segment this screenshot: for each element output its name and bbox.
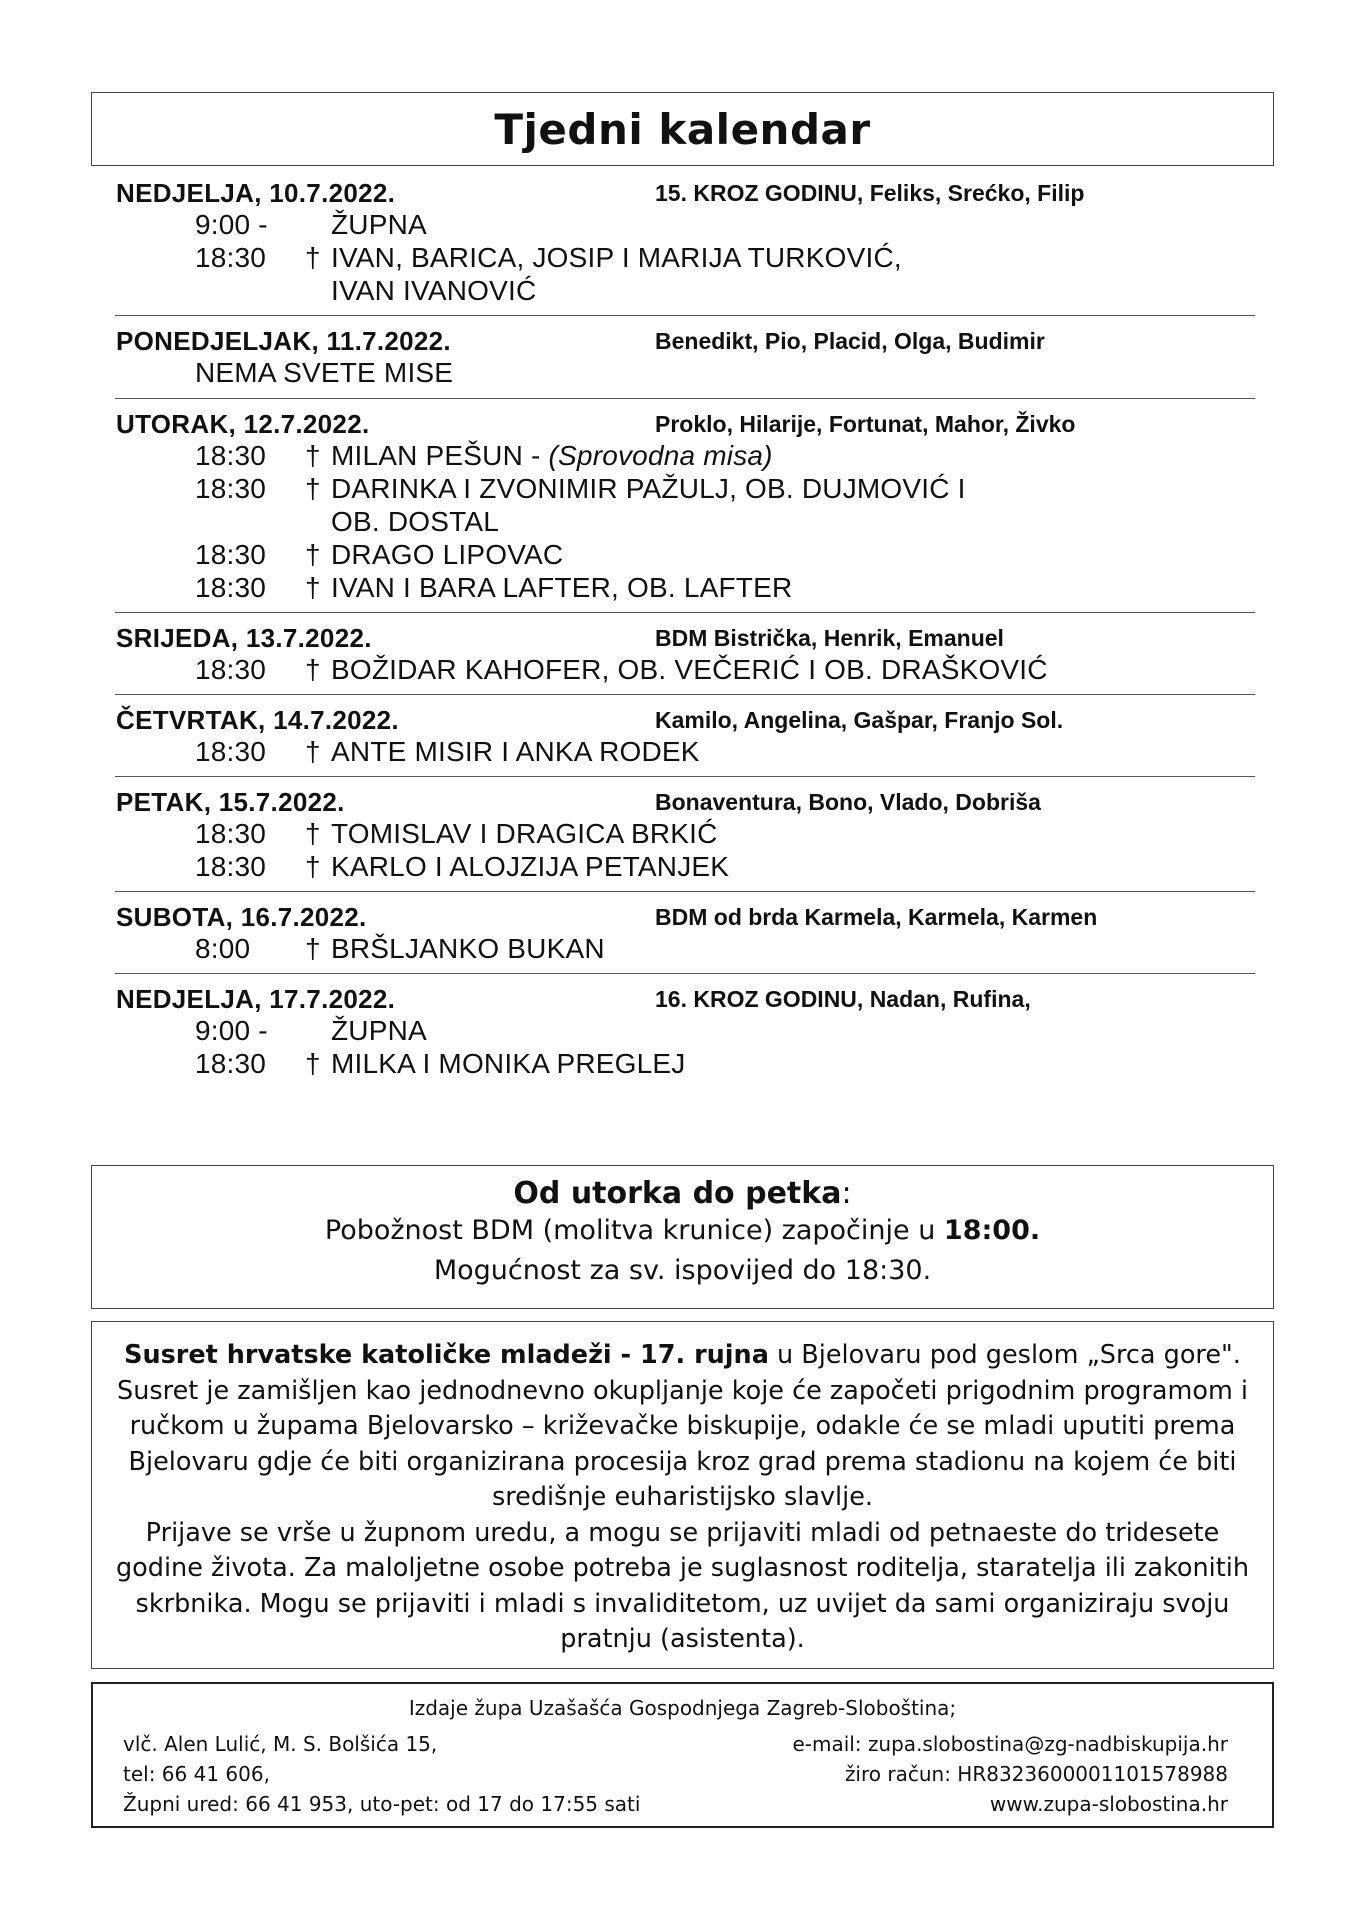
mass-intention: BRŠLJANKO BUKAN <box>331 933 605 964</box>
day-date: NEDJELJA, 17.7.2022. <box>116 984 396 1014</box>
mass-time: 18:30 <box>195 1048 267 1079</box>
mass-time: 18:30 <box>195 242 267 273</box>
mass-entry <box>115 653 1255 686</box>
footer-priest-address: vlč. Alen Lulić, M. S. Bolšića 15, <box>123 1732 438 1756</box>
mass-entry <box>115 735 1255 768</box>
youth-paragraph-1 <box>110 1338 1255 1516</box>
mass-entry <box>115 241 1255 307</box>
mass-entry <box>115 850 1255 883</box>
mass-entry <box>115 439 1255 472</box>
mass-entry <box>115 817 1255 850</box>
day-date: NEDJELJA, 10.7.2022. <box>116 178 396 208</box>
day-saints: BDM Bistrička, Henrik, Emanuel <box>655 625 1004 651</box>
info-rosary-text: Pobožnost BDM (molitva krunice) započinje u <box>324 1215 944 1246</box>
mass-time: 18:30 <box>195 539 267 570</box>
footer-giro-account: žiro račun: HR8323600001101578988 <box>844 1762 1228 1786</box>
mass-entry <box>115 1047 1255 1080</box>
day-saints: Bonaventura, Bono, Vlado, Dobriša <box>655 789 1041 815</box>
cross-icon: † <box>305 933 321 964</box>
mass-time: 8:00 <box>195 933 251 964</box>
info-heading-text: Od utorka do petka <box>513 1176 842 1211</box>
mass-time: 9:00 - <box>195 1015 268 1046</box>
calendar-day <box>115 168 1255 316</box>
mass-intention: DARINKA I ZVONIMIR PAŽULJ, OB. DUJMOVIĆ I <box>331 473 966 504</box>
mass-intention: BOŽIDAR KAHOFER, OB. VEČERIĆ I OB. DRAŠKOVIĆ <box>331 654 1048 685</box>
mass-intention-continued: OB. DOSTAL <box>331 506 499 537</box>
mass-entry <box>115 208 1255 241</box>
day-date: SRIJEDA, 13.7.2022. <box>116 623 372 653</box>
cross-icon: † <box>305 572 321 603</box>
page-title: Tjedni kalendar <box>494 105 871 154</box>
mass-intention: MILKA I MONIKA PREGLEJ <box>331 1048 686 1079</box>
mass-note: (Sprovodna misa) <box>548 440 773 471</box>
info-box <box>91 1165 1274 1309</box>
mass-entry <box>115 932 1255 965</box>
mass-intention: DRAGO LIPOVAC <box>331 539 564 570</box>
day-saints: BDM od brda Karmela, Karmela, Karmen <box>655 904 1098 930</box>
day-header <box>115 322 1255 356</box>
info-line-rosary <box>92 1211 1273 1251</box>
mass-time: 18:30 <box>195 473 267 504</box>
mass-time: 18:30 <box>195 736 267 767</box>
weekly-calendar <box>115 168 1255 1088</box>
title-box <box>91 92 1274 166</box>
mass-intention-continued: IVAN IVANOVIĆ <box>331 275 537 306</box>
calendar-day <box>115 613 1255 695</box>
cross-icon: † <box>305 539 321 570</box>
day-saints: Proklo, Hilarije, Fortunat, Mahor, Živko <box>655 411 1076 437</box>
day-header <box>115 619 1255 653</box>
calendar-day <box>115 695 1255 777</box>
day-saints: 16. KROZ GODINU, Nadan, Rufina, <box>655 986 1031 1012</box>
mass-time: 18:30 <box>195 654 267 685</box>
day-header <box>115 898 1255 932</box>
youth-meeting-box <box>91 1321 1274 1669</box>
cross-icon: † <box>305 473 321 504</box>
day-date: ČETVRTAK, 14.7.2022. <box>116 705 399 735</box>
footer-email: e-mail: zupa.slobostina@zg-nadbiskupija.hr <box>792 1732 1228 1756</box>
mass-intention: ANTE MISIR I ANKA RODEK <box>331 736 700 767</box>
day-saints: Kamilo, Angelina, Gašpar, Franjo Sol. <box>655 707 1064 733</box>
mass-entry <box>115 538 1255 571</box>
mass-time: 9:00 - <box>195 209 268 240</box>
info-line-confession: Mogućnost za sv. ispovijed do 18:30. <box>433 1255 932 1286</box>
calendar-day <box>115 399 1255 613</box>
cross-icon: † <box>305 818 321 849</box>
mass-intention: IVAN, BARICA, JOSIP I MARIJA TURKOVIĆ, <box>331 242 902 273</box>
cross-icon: † <box>305 736 321 767</box>
footer-website: www.zupa-slobostina.hr <box>989 1792 1228 1816</box>
day-date: PETAK, 15.7.2022. <box>116 787 345 817</box>
calendar-day <box>115 777 1255 892</box>
footer-office-hours: Župni ured: 66 41 953, uto-pet: od 17 do 17:55 sati <box>123 1792 641 1816</box>
mass-intention: TOMISLAV I DRAGICA BRKIĆ <box>331 818 718 849</box>
info-rosary-time: 18:00. <box>943 1215 1041 1246</box>
mass-intention: ŽUPNA <box>331 209 427 240</box>
footer-box <box>91 1682 1274 1828</box>
youth-date: 17. rujna <box>640 1340 769 1370</box>
day-date: PONEDJELJAK, 11.7.2022. <box>116 326 451 356</box>
footer-phone: tel: 66 41 606, <box>123 1762 270 1786</box>
mass-time: 18:30 <box>195 440 267 471</box>
youth-description: u Bjelovaru pod geslom „Srca gore". Susret je zamišljen kao jednodnevno okupljanje koje će započeti prigodnim programom i ručkom u župama Bjelovarsko – križevačke biskupije, odakle će se mladi uputiti prema Bjelovaru gdje će biti organizirana procesija kroz grad prema stadionu na kojem će biti središnje euharistijsko slavlje. <box>117 1340 1248 1512</box>
mass-intention: KARLO I ALOJZIJA PETANJEK <box>331 851 730 882</box>
cross-icon: † <box>305 654 321 685</box>
mass-intention: ŽUPNA <box>331 1015 427 1046</box>
day-header <box>115 174 1255 208</box>
day-saints: Benedikt, Pio, Placid, Olga, Budimir <box>655 328 1045 354</box>
day-header <box>115 405 1255 439</box>
cross-icon: † <box>305 851 321 882</box>
mass-intention: IVAN I BARA LAFTER, OB. LAFTER <box>331 572 793 603</box>
mass-intention: MILAN PEŠUN - <box>331 440 549 471</box>
day-saints: 15. KROZ GODINU, Feliks, Srećko, Filip <box>655 180 1085 206</box>
info-heading-colon: : <box>841 1176 852 1211</box>
day-header <box>115 783 1255 817</box>
mass-time: 18:30 <box>195 851 267 882</box>
youth-separator: - <box>611 1340 641 1370</box>
mass-entry <box>115 472 1255 538</box>
calendar-day <box>115 974 1255 1088</box>
mass-time: 18:30 <box>195 572 267 603</box>
info-heading <box>92 1176 1273 1211</box>
calendar-day <box>115 316 1255 399</box>
day-date: UTORAK, 12.7.2022. <box>116 409 370 439</box>
youth-title: Susret hrvatske katoličke mladeži <box>124 1340 612 1370</box>
cross-icon: † <box>305 440 321 471</box>
youth-paragraph-2: Prijave se vrše u župnom uredu, a mogu se prijaviti mladi od petnaeste do tridesete godine života. Za maloljetne osobe potreba je suglasnost roditelja, staratelja ili zakonitih skrbnika. Mogu se prijaviti i mladi s invaliditetom, uz uvijet da sami organiziraju svoju pratnju (asistenta). <box>115 1517 1250 1654</box>
mass-time: 18:30 <box>195 818 267 849</box>
cross-icon: † <box>305 242 321 273</box>
mass-entry <box>115 1014 1255 1047</box>
mass-entry <box>115 571 1255 604</box>
calendar-day <box>115 892 1255 974</box>
day-date: SUBOTA, 16.7.2022. <box>116 902 367 932</box>
footer-publisher: Izdaje župa Uzašašća Gospodnjega Zagreb-Sloboština; <box>408 1696 957 1720</box>
no-mass-notice: NEMA SVETE MISE <box>195 357 454 388</box>
day-header <box>115 701 1255 735</box>
cross-icon: † <box>305 1048 321 1079</box>
day-header <box>115 980 1255 1014</box>
